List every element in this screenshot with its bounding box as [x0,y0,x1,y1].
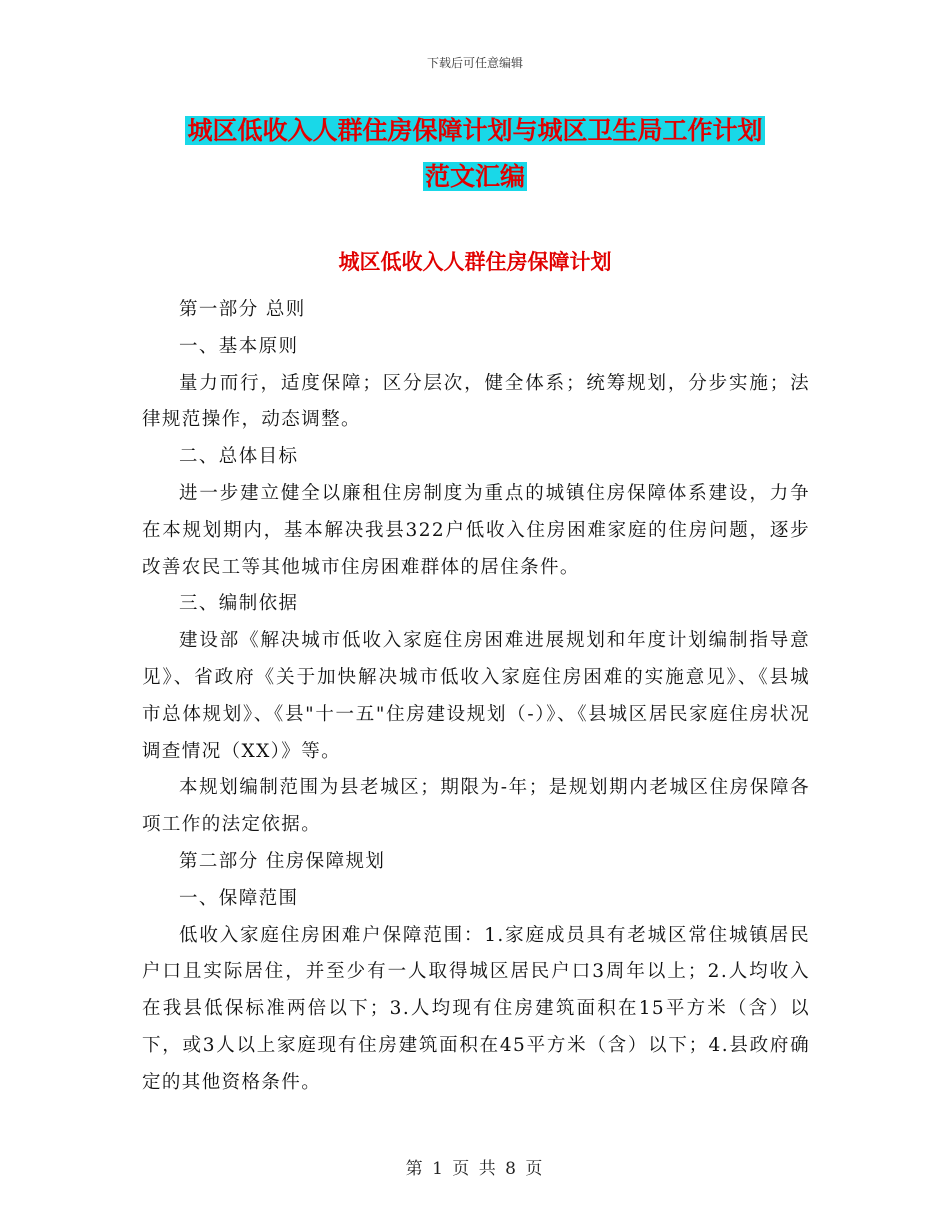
document-body [142,292,810,1102]
title-line-2: 范文汇编 [424,162,525,191]
paragraph-basis: 建设部《解决城市低收入家庭住房困难进展规划和年度计划编制指导意见》、省政府《关于加快解决城市低收入家庭住房困难的实施意见》、《县城市总体规划》、《县"十一五"住房建设规划（-）》、《县城区居民家庭住房状况调查情况（XX）》等。 [142,630,810,762]
document-title [140,108,810,200]
subheading-basic-principles: 一、基本原则 [179,335,299,357]
section-title: 城区低收入人群住房保障计划 [338,250,612,274]
paragraph-scope-period: 本规划编制范围为县老城区；期限为-年；是规划期内老城区住房保障各项工作的法定依据。 [142,777,810,836]
paragraph-goal: 进一步建立健全以廉租住房制度为重点的城镇住房保障体系建设，力争在本规划期内，基本解决我县322户低收入住房困难家庭的住房问题，逐步改善农民工等其他城市住房困难群体的居住条件。 [142,482,810,578]
part-heading-2: 第二部分 住房保障规划 [179,850,386,872]
page-footer: 第 1 页 共 8 页 [405,1159,545,1179]
paragraph-principles: 量力而行，适度保障；区分层次，健全体系；统筹规划，分步实施；法律规范操作，动态调整。 [142,372,810,431]
title-line-1: 城区低收入人群住房保障计划与城区卫生局工作计划 [187,116,763,145]
subheading-overall-goal: 二、总体目标 [179,446,299,468]
subheading-coverage: 一、保障范围 [179,887,299,909]
part-heading-1: 第一部分 总则 [179,299,306,320]
subheading-basis: 三、编制依据 [179,593,299,615]
paragraph-coverage: 低收入家庭住房困难户保障范围：1.家庭成员具有老城区常住城镇居民户口且实际居住，并至少有一人取得城区居民户口3周年以上；2.人均收入在我县低保标准两倍以下；3.人均现有住房建筑面积在15平方米（含）以下，或3人以上家庭现有住房建筑面积在45平方米（含）以下；4.县政府确定的其他资格条件。 [142,924,810,1093]
header-note: 下载后可任意编辑 [426,56,523,70]
